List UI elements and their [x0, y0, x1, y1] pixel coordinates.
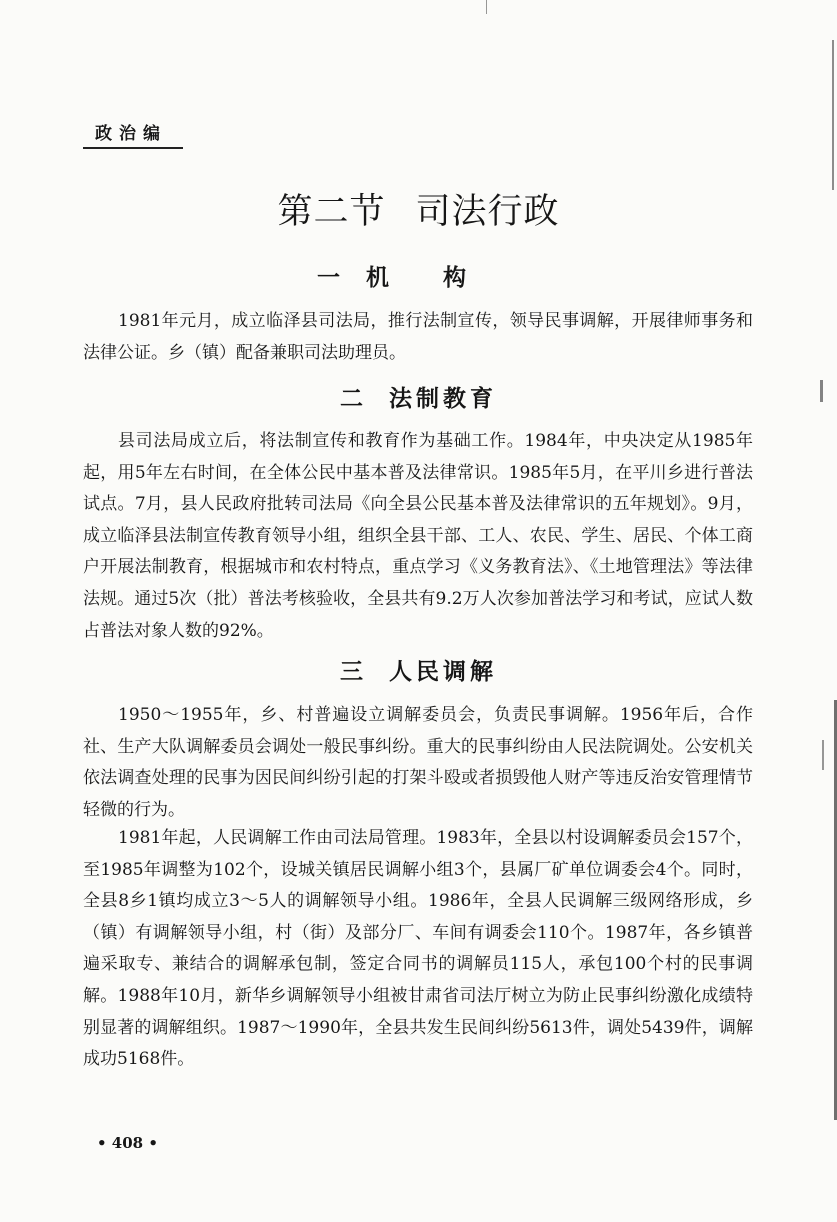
subsection-heading-text: 机构: [366, 264, 520, 291]
subsection-number: 二: [340, 385, 363, 412]
paragraph: 1981年起，人民调解工作由司法局管理。1983年，全县以村设调解委员会157个，至1985年调整为102个，设城关镇居民调解小组3个，县属厂矿单位调委会4个。同时，全县8乡1镇均成立3～5人的调解领导小组。1986年，全县人民调解三级网络形成，乡（镇）有调解领导小组，村（街）及部分厂、车间有调委会110个。1987年，各乡镇普遍采取专、兼结合的调解承包制，签定合同书的调解员115人，承包100个村的民事调解。1988年10月，新华乡调解领导小组被甘肃省司法厅树立为防止民事纠纷激化成绩特别显著的调解组织。1987～1990年，全县共发生民间纠纷5613件，调处5439件，调解成功5168件。: [83, 828, 753, 1070]
scan-artifact: [820, 380, 823, 402]
subsection-heading-text: 人民调解: [389, 658, 497, 685]
scan-artifact: [832, 40, 834, 190]
subsection-heading-mediation: [0, 653, 837, 686]
subsection-number: 一: [317, 264, 340, 291]
scan-artifact: [822, 740, 824, 770]
section-title: [0, 184, 837, 234]
paragraph: 1981年元月，成立临泽县司法局，推行法制宣传，领导民事调解，开展律师事务和法律公证。乡（镇）配备兼职司法助理员。: [83, 311, 753, 363]
page-number: • 408 •: [97, 1134, 158, 1152]
running-head: 政治编: [83, 119, 183, 149]
subsection-number: 三: [340, 658, 363, 685]
paragraph: 1950～1955年，乡、村普遍设立调解委员会，负责民事调解。1956年后，合作社、生产大队调解委员会调处一般民事纠纷。重大的民事纠纷由人民法院调处。公安机关依法调查处理的民事为因民间纠纷引起的打架斗殴或者损毁他人财产等违反治安管理情节轻微的行为。: [83, 705, 753, 820]
section-title-text: 司法行政: [415, 192, 560, 232]
subsection-heading-legal-education: [0, 380, 837, 413]
section-number: 第二节: [277, 192, 386, 232]
paragraph: 县司法局成立后，将法制宣传和教育作为基础工作。1984年，中央决定从1985年起，用5年左右时间，在全体公民中基本普及法律常识。1985年5月，在平川乡进行普法试点。7月，县人民政府批转司法局《向全县公民基本普及法律常识的五年规划》。9月，成立临泽县法制宣传教育领导小组，组织全县干部、工人、农民、学生、居民、个体工商户开展法制教育，根据城市和农村特点，重点学习《义务教育法》、《土地管理法》等法律法规。通过5次（批）普法考核验收，全县共有9.2万人次参加普法学习和考试，应试人数占普法对象人数的92%。: [83, 431, 753, 641]
subsection-heading-organization: [0, 259, 837, 292]
scan-artifact: [486, 0, 487, 14]
subsection-heading-text: 法制教育: [389, 385, 497, 412]
